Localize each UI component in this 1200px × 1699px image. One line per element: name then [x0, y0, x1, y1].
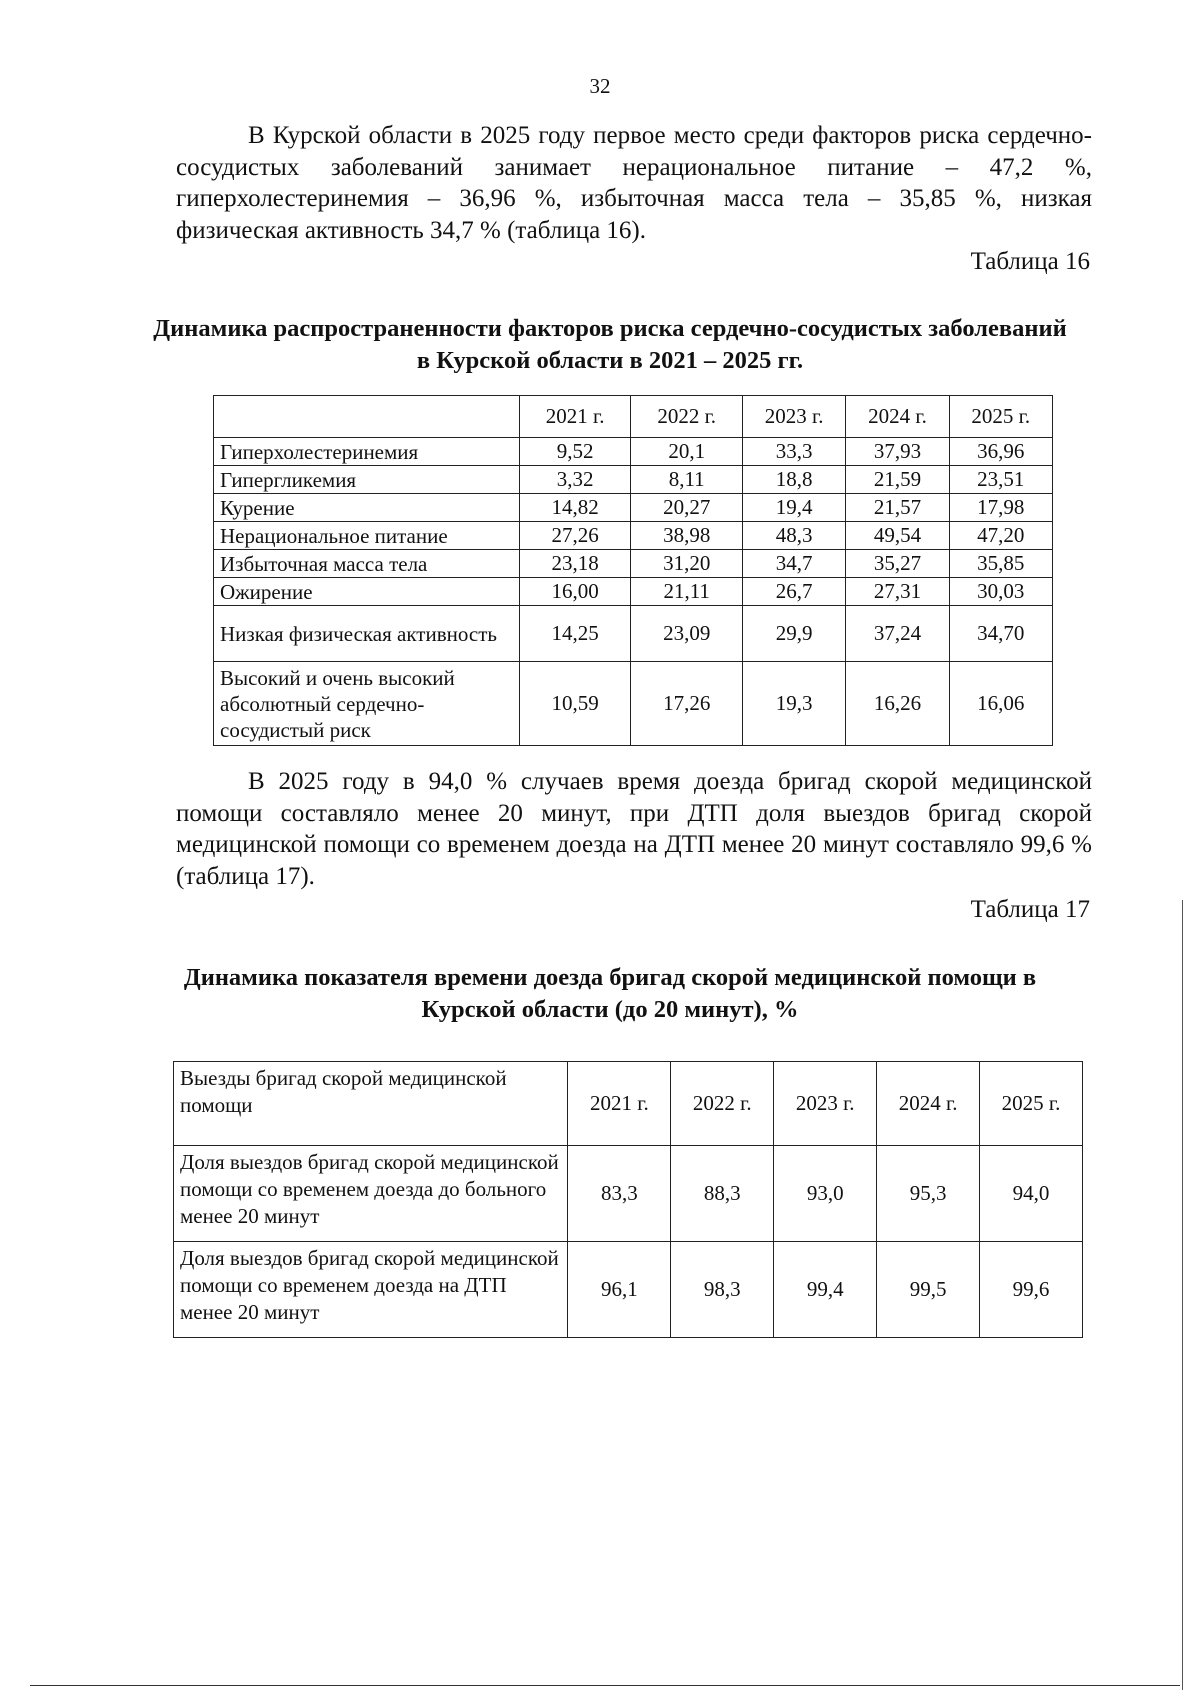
- cell-value: 14,82: [519, 494, 631, 522]
- table-header-row: [214, 396, 1053, 438]
- table-16-label: Таблица 16: [970, 248, 1090, 275]
- table-16-title: Динамика распространенности факторов риска сердечно-сосудистых заболеваний в Курской области в 2021 – 2025 гг.: [153, 315, 1067, 374]
- cell-value: 27,26: [519, 522, 631, 550]
- table-row: [214, 466, 1053, 494]
- header-empty-cell: [214, 396, 520, 438]
- header-year: 2025 г.: [980, 1062, 1083, 1146]
- table-row: [214, 522, 1053, 550]
- table-row: [214, 494, 1053, 522]
- row-label: Нерациональное питание: [214, 522, 520, 550]
- table-row: [214, 578, 1053, 606]
- header-year: 2024 г.: [846, 396, 949, 438]
- cell-value: 23,51: [949, 466, 1052, 494]
- table-row: [174, 1146, 1083, 1242]
- row-label: Доля выездов бригад скорой медицинской помощи со временем доезда на ДТП менее 20 минут: [174, 1242, 568, 1338]
- cell-value: 26,7: [742, 578, 845, 606]
- cell-value: 30,03: [949, 578, 1052, 606]
- cell-value: 33,3: [742, 438, 845, 466]
- table-row: [214, 550, 1053, 578]
- row-label: Курение: [214, 494, 520, 522]
- paragraph-text: В Курской области в 2025 году первое место среди факторов риска сердечно-сосудистых заболеваний занимает нерациональное питание – 47,2 %, гиперхолестеринемия – 36,96 %, избыточная масса тела – 35,85 %, низкая физическая активность 34,7 % (таблица 16).: [176, 122, 1092, 244]
- header-year: 2023 г.: [774, 1062, 877, 1146]
- header-year: 2023 г.: [742, 396, 845, 438]
- row-label: Гипергликемия: [214, 466, 520, 494]
- cell-value: 17,26: [631, 662, 743, 746]
- cell-value: 23,09: [631, 606, 743, 662]
- cell-value: 36,96: [949, 438, 1052, 466]
- cell-value: 99,5: [877, 1242, 980, 1338]
- cell-value: 23,18: [519, 550, 631, 578]
- cell-value: 10,59: [519, 662, 631, 746]
- cell-value: 94,0: [980, 1146, 1083, 1242]
- table-header-row: [174, 1062, 1083, 1146]
- paragraph-text: В 2025 году в 94,0 % случаев время доезда бригад скорой медицинской помощи составляло менее 20 минут, при ДТП доля выездов бригад скорой медицинской помощи со временем доезда на ДТП менее 20 минут составляло 99,6 % (таблица 17).: [176, 768, 1092, 890]
- header-year: 2021 г.: [568, 1062, 671, 1146]
- table-17-label: Таблица 17: [970, 896, 1090, 923]
- cell-value: 3,32: [519, 466, 631, 494]
- scan-bottom-edge: [30, 1685, 1180, 1687]
- header-label: Выезды бригад скорой медицинской помощи: [174, 1062, 568, 1146]
- row-label: Доля выездов бригад скорой медицинской помощи со временем доезда до больного менее 20 минут: [174, 1146, 568, 1242]
- cell-value: 37,93: [846, 438, 949, 466]
- cell-value: 8,11: [631, 466, 743, 494]
- cell-value: 21,59: [846, 466, 949, 494]
- header-year: 2022 г.: [671, 1062, 774, 1146]
- cell-value: 35,27: [846, 550, 949, 578]
- table-17-title: Динамика показателя времени доезда бригад скорой медицинской помощи в Курской области (до 20 минут), %: [183, 964, 1037, 1023]
- cell-value: 48,3: [742, 522, 845, 550]
- cell-value: 14,25: [519, 606, 631, 662]
- cell-value: 83,3: [568, 1146, 671, 1242]
- row-label: Гиперхолестеринемия: [214, 438, 520, 466]
- table-row: [214, 606, 1053, 662]
- header-year: 2024 г.: [877, 1062, 980, 1146]
- cell-value: 9,52: [519, 438, 631, 466]
- cell-value: 96,1: [568, 1242, 671, 1338]
- row-label: Высокий и очень высокий абсолютный сердечно-сосудистый риск: [214, 662, 520, 746]
- cell-value: 98,3: [671, 1242, 774, 1338]
- cell-value: 18,8: [742, 466, 845, 494]
- paragraph-ambulance: [176, 766, 1092, 892]
- row-label: Ожирение: [214, 578, 520, 606]
- cell-value: 27,31: [846, 578, 949, 606]
- scan-right-edge: [1182, 900, 1184, 1690]
- table-row: [214, 438, 1053, 466]
- table-16-risk-factors: [213, 395, 1053, 746]
- cell-value: 37,24: [846, 606, 949, 662]
- cell-value: 95,3: [877, 1146, 980, 1242]
- cell-value: 38,98: [631, 522, 743, 550]
- table-row: [174, 1242, 1083, 1338]
- cell-value: 19,3: [742, 662, 845, 746]
- cell-value: 29,9: [742, 606, 845, 662]
- row-label: Избыточная масса тела: [214, 550, 520, 578]
- cell-value: 88,3: [671, 1146, 774, 1242]
- table-row: [214, 662, 1053, 746]
- cell-value: 99,4: [774, 1242, 877, 1338]
- cell-value: 93,0: [774, 1146, 877, 1242]
- paragraph-risk-factors: [176, 120, 1092, 246]
- cell-value: 34,70: [949, 606, 1052, 662]
- cell-value: 34,7: [742, 550, 845, 578]
- cell-value: 20,27: [631, 494, 743, 522]
- cell-value: 16,06: [949, 662, 1052, 746]
- cell-value: 20,1: [631, 438, 743, 466]
- cell-value: 17,98: [949, 494, 1052, 522]
- cell-value: 16,00: [519, 578, 631, 606]
- header-year: 2021 г.: [519, 396, 631, 438]
- cell-value: 49,54: [846, 522, 949, 550]
- table-17-ambulance-time: [173, 1061, 1083, 1338]
- page-number: 32: [589, 74, 611, 98]
- cell-value: 47,20: [949, 522, 1052, 550]
- cell-value: 31,20: [631, 550, 743, 578]
- header-year: 2025 г.: [949, 396, 1052, 438]
- cell-value: 99,6: [980, 1242, 1083, 1338]
- cell-value: 35,85: [949, 550, 1052, 578]
- row-label: Низкая физическая активность: [214, 606, 520, 662]
- header-year: 2022 г.: [631, 396, 743, 438]
- cell-value: 16,26: [846, 662, 949, 746]
- cell-value: 19,4: [742, 494, 845, 522]
- cell-value: 21,11: [631, 578, 743, 606]
- cell-value: 21,57: [846, 494, 949, 522]
